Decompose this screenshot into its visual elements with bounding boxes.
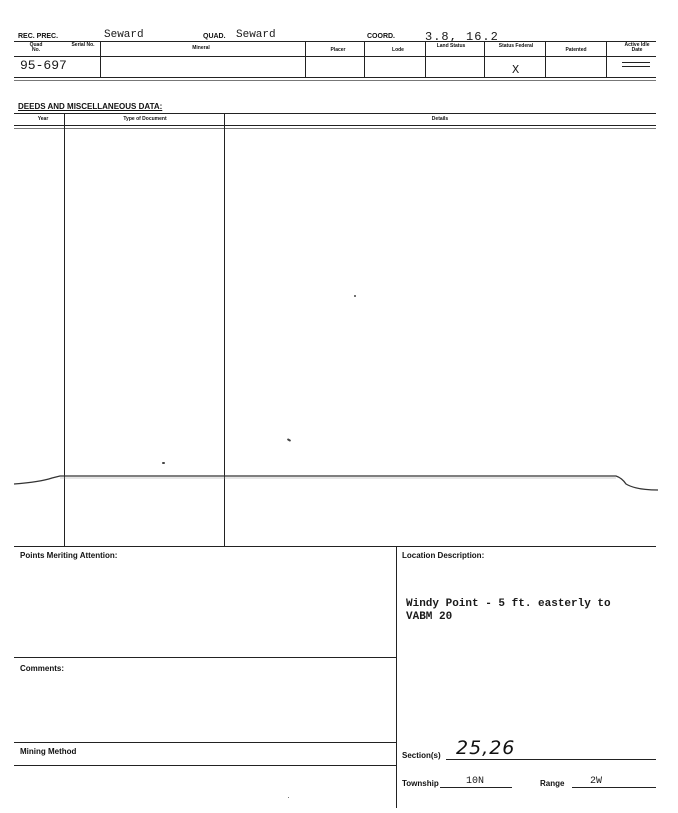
coord-value: 3.8, 16.2 [425,30,499,44]
col-year: Year [37,116,49,122]
stray-mark-3 [162,462,165,464]
header-col-sep-6 [545,41,546,78]
section-underline [446,759,656,760]
comments-bottom-line [14,742,396,743]
header-col-sep-2 [305,41,306,78]
col-land-status: Land Status [436,43,466,49]
page-fold-crease [0,470,678,496]
header-col-sep-7 [606,41,607,78]
col-serial-no: Serial No. [71,42,95,48]
quad-value: Seward [236,29,276,41]
rec-prec-label: REC. PREC. [18,33,59,40]
range-label: Range [540,779,565,788]
col-type-of-document: Type of Document [123,116,167,122]
header-table-bottom [14,77,656,78]
deeds-section-title: DEEDS AND MISCELLANEOUS DATA: [18,102,163,111]
bottom-center-divider [396,546,397,808]
stray-mark-4 [288,797,289,798]
header-col-sep-4 [425,41,426,78]
mining-method-label: Mining Method [20,747,77,756]
coord-label: COORD. [367,33,395,40]
range-value: 2W [590,776,603,787]
section-label: Section(s) [402,751,441,760]
col-placer: Placer [330,47,346,53]
rec-prec-value: Seward [104,29,144,41]
col-details: Details [431,116,449,122]
stray-mark-2 [287,438,291,442]
header-table-bottom-2 [14,80,656,81]
deeds-bottom-line [14,546,656,547]
quad-label: QUAD. [203,33,226,40]
active-idle-mark-1 [622,62,650,63]
points-bottom-line [14,657,396,658]
stray-mark-1 [354,295,356,297]
deeds-header-line [14,125,656,126]
township-label: Township [402,779,439,788]
township-value: 10N [466,776,485,787]
township-underline [440,787,512,788]
location-description-label: Location Description: [402,551,485,560]
col-lode: Lode [392,47,404,53]
location-text-line1: Windy Point - 5 ft. easterly to [406,598,611,610]
col-quad-no: Quad No. [29,42,43,53]
comments-label: Comments: [20,664,65,673]
points-meriting-label: Points Meriting Attention: [20,551,118,560]
header-label-divider [14,56,656,57]
mining-method-line [14,765,396,766]
status-federal-mark: X [512,63,520,77]
col-mineral: Mineral [192,45,210,51]
col-patented: Patented [565,47,587,53]
active-idle-mark-2 [622,66,650,67]
header-col-sep-5 [484,41,485,78]
quad-serial-value: 95-697 [20,58,67,73]
col-active-idle-date: Active Idle Date [624,42,650,53]
col-status-federal: Status Federal [498,43,534,49]
header-col-sep-3 [364,41,365,78]
deeds-header-line-2 [14,128,656,129]
range-underline [572,787,656,788]
section-value: 25,26 [456,737,516,759]
location-text-line2: VABM 20 [406,611,453,623]
header-col-sep-1 [100,41,101,78]
deeds-top-line [14,113,656,114]
header-underline [14,41,656,42]
